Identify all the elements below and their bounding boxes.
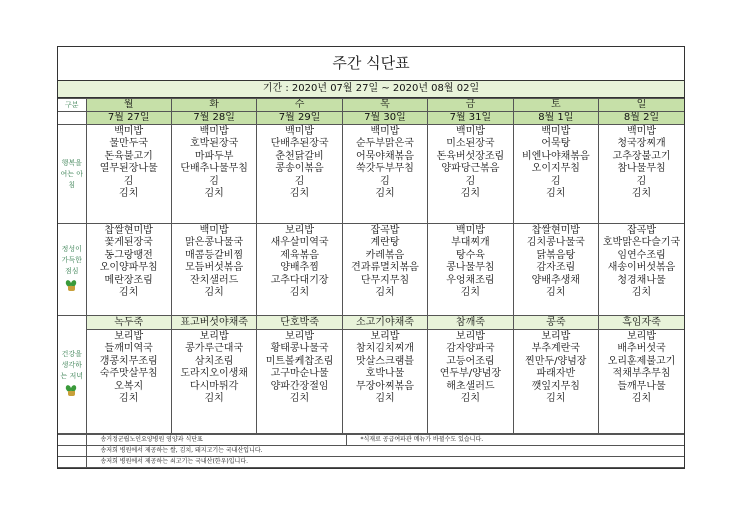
menu-sheet <box>57 46 685 469</box>
date-header-row <box>58 112 684 125</box>
menu-item: 제육볶음 <box>280 249 319 261</box>
menu-item: 김치 <box>289 188 310 200</box>
day-thu: 목 <box>342 99 427 112</box>
date-tue: 7월 28일 <box>171 112 256 125</box>
menu-item: 들깨무나물 <box>617 380 666 392</box>
dinner-menu-thu <box>342 330 427 434</box>
menu-item: 물만두국 <box>109 138 149 150</box>
menu-item: 삼치조림 <box>194 355 234 367</box>
menu-item: 고추장불고기 <box>612 150 671 162</box>
breakfast-menu-thu <box>342 125 427 224</box>
breakfast-row <box>58 125 684 224</box>
menu-item: 김치 <box>119 188 139 200</box>
menu-item: 황태콩나물국 <box>270 343 329 355</box>
dinner-menu-tue <box>171 330 256 434</box>
menu-item: 참나물무침 <box>617 163 666 175</box>
dinner-menu-wed <box>257 330 342 434</box>
porridge-mon: 녹두죽 <box>86 316 171 330</box>
menu-item: 백미밥 <box>541 126 571 137</box>
notes-blank <box>58 435 86 446</box>
menu-item: 찹쌀현미밥 <box>531 225 580 236</box>
dinner-menu-sat <box>513 330 598 434</box>
menu-item: 오이지무침 <box>531 163 580 175</box>
menu-item: 보리밥 <box>199 331 229 342</box>
menu-item: 잔치샐러드 <box>189 274 239 286</box>
date-sun: 8월 2일 <box>599 112 684 125</box>
menu-item: 김 <box>294 175 305 187</box>
dinner-label <box>58 316 86 434</box>
day-mon: 월 <box>86 99 171 112</box>
porridge-tue: 표고버섯야채죽 <box>171 316 256 330</box>
menu-item: 보리밥 <box>370 331 400 342</box>
menu-item: 새송이버섯볶음 <box>607 262 676 274</box>
menu-item: 다시마튀각 <box>189 380 239 392</box>
menu-item: 깻잎지무침 <box>531 380 580 392</box>
menu-item: 백미밥 <box>455 225 485 236</box>
menu-item: 해초샐러드 <box>446 380 495 392</box>
menu-item: 숙주맛살무침 <box>99 368 158 380</box>
menu-item: 잡곡밥 <box>370 225 400 236</box>
menu-item: 청국장찌개 <box>617 138 666 150</box>
porridge-sun: 흑임자죽 <box>599 316 684 330</box>
menu-item: 적채부추무침 <box>612 368 671 380</box>
lunch-menu-sat <box>513 224 598 316</box>
dinner-menu-fri <box>428 330 513 434</box>
menu-item: 단배추된장국 <box>270 138 329 150</box>
day-wed: 수 <box>257 99 342 112</box>
lunch-menu-fri <box>428 224 513 316</box>
breakfast-menu-sat <box>513 125 598 224</box>
menu-item: 닭볶음탕 <box>536 249 576 261</box>
menu-item: 청경채나물 <box>617 274 666 286</box>
menu-item: 김치 <box>289 287 310 299</box>
menu-item: 백미밥 <box>199 225 229 236</box>
menu-item: 돈육버섯장조림 <box>436 150 505 162</box>
menu-item: 메란장조림 <box>104 274 153 286</box>
menu-item: 양배추생채 <box>531 274 580 286</box>
dinner-row <box>58 330 684 434</box>
menu-item: 부대찌개 <box>451 237 490 249</box>
lunch-label-text: 정성이 가득한 점심 <box>61 245 82 275</box>
date-thu: 7월 30일 <box>342 112 427 125</box>
menu-item: 견과류멸치볶음 <box>351 262 419 274</box>
menu-item: 김치콩나물국 <box>526 237 585 249</box>
menu-item: 맑은콩나물국 <box>185 237 244 249</box>
page-title: 주간 식단표 <box>58 47 684 81</box>
menu-item: 고구마순나물 <box>270 368 329 380</box>
menu-item: 감자조림 <box>536 262 576 274</box>
breakfast-menu-sun <box>599 125 684 224</box>
menu-item: 김치 <box>375 287 395 299</box>
menu-item: 김치 <box>631 287 652 299</box>
menu-table <box>58 98 684 434</box>
menu-item: 부추계란국 <box>531 343 580 355</box>
porridge-wed: 단호박죽 <box>257 316 342 330</box>
menu-item: 김치 <box>631 188 652 200</box>
menu-item: 보리밥 <box>285 225 315 236</box>
day-header-row <box>58 99 684 112</box>
menu-item: 양파간장절임 <box>270 380 329 392</box>
menu-item: 호박된장국 <box>189 138 239 150</box>
menu-item: 탕수육 <box>455 249 485 261</box>
date-header-blank <box>58 112 86 125</box>
porridge-fri: 참깨죽 <box>428 316 513 330</box>
day-sun: 일 <box>599 99 684 112</box>
meal-rows <box>58 125 684 434</box>
porridge-sat: 콩죽 <box>513 316 598 330</box>
menu-item: 꽃게된장국 <box>104 237 153 249</box>
menu-item: 도라지오이생채 <box>180 368 248 380</box>
lunch-menu-thu <box>342 224 427 316</box>
breakfast-menu-wed <box>257 125 342 224</box>
menu-item: 마파두부 <box>194 150 234 162</box>
menu-item: 김 <box>209 175 219 187</box>
menu-item: 김치 <box>289 393 310 405</box>
potted-plant-icon <box>66 384 77 396</box>
dinner-label-text: 건강을 생각하는 저녁 <box>60 350 83 380</box>
menu-item: 백미밥 <box>370 126 400 137</box>
menu-item: 카레볶음 <box>365 249 405 261</box>
porridge-row <box>58 316 684 330</box>
menu-item: 무장아찌볶음 <box>355 380 414 392</box>
menu-item: 미소된장국 <box>446 138 495 150</box>
lunch-label <box>58 224 86 316</box>
menu-item: 오복지 <box>114 380 144 392</box>
date-sat: 8월 1일 <box>513 112 598 125</box>
menu-item: 어묵탕 <box>541 138 571 150</box>
menu-item: 백미밥 <box>455 126 485 137</box>
menu-item: 양배추찜 <box>280 262 319 274</box>
menu-item: 임연수조림 <box>617 249 666 261</box>
menu-item: 돈육불고기 <box>104 150 153 162</box>
menu-item: 김치 <box>204 188 224 200</box>
menu-item: 열무된장나물 <box>99 163 158 175</box>
breakfast-label <box>58 125 86 224</box>
date-mon: 7월 27일 <box>86 112 171 125</box>
menu-item: 김치 <box>460 393 481 405</box>
porridge-thu: 소고기야채죽 <box>342 316 427 330</box>
menu-item: 찐만두/양념장 <box>525 355 587 367</box>
menu-item: 보리밥 <box>114 331 144 342</box>
menu-item: 보리밥 <box>627 331 656 342</box>
menu-item: 갱콩치무조림 <box>99 355 158 367</box>
menu-item: 참치김치찌개 <box>355 343 414 355</box>
menu-item: 김 <box>465 175 476 187</box>
menu-item: 춘천닭갈비 <box>275 150 324 162</box>
category-header: 구분 <box>58 99 86 112</box>
menu-item: 들깨미역국 <box>104 343 153 355</box>
breakfast-menu-tue <box>171 125 256 224</box>
menu-item: 쑥갓두부무침 <box>355 163 414 175</box>
menu-item: 계란탕 <box>370 237 400 249</box>
menu-item: 찹쌀현미밥 <box>104 225 153 236</box>
menu-item: 보리밥 <box>285 331 315 342</box>
menu-item: 매콤등갈비찜 <box>185 249 244 261</box>
note-origin-beef: 송저희 병원에서 제공하는 쇠고기는 국내산(한우)입니다. <box>86 457 684 468</box>
menu-item: 김치 <box>119 287 139 299</box>
menu-item: 김치 <box>460 287 481 299</box>
menu-item: 김 <box>550 175 561 187</box>
menu-item: 미트볼케찹조림 <box>265 355 334 367</box>
lunch-row <box>58 224 684 316</box>
menu-item: 모듬버섯볶음 <box>185 262 244 274</box>
menu-item: 단배추나물무침 <box>180 163 248 175</box>
breakfast-menu-fri <box>428 125 513 224</box>
menu-item: 잡곡밥 <box>627 225 656 236</box>
menu-item: 호박맑은다슬기국 <box>602 237 681 249</box>
potted-plant-icon <box>66 279 77 291</box>
lunch-menu-tue <box>171 224 256 316</box>
menu-item: 오리훈제불고기 <box>607 355 676 367</box>
menu-item: 비엔나야채볶음 <box>522 150 590 162</box>
notes-table <box>58 434 684 468</box>
period-range: 기간 : 2020년 07월 27일 ~ 2020년 08월 02일 <box>58 81 684 98</box>
menu-item: 콩나물무침 <box>446 262 495 274</box>
date-fri: 7월 31일 <box>428 112 513 125</box>
dinner-menu-mon <box>86 330 171 434</box>
menu-item: 김치 <box>204 393 224 405</box>
menu-item: 김치 <box>546 393 566 405</box>
day-sat: 토 <box>513 99 598 112</box>
note-menu-change: *식재료 공급여파관 메뉴가 바뀔수도 있습니다. <box>346 435 684 446</box>
menu-item: 연두부/양념장 <box>439 368 502 380</box>
menu-item: 김치 <box>460 188 481 200</box>
menu-item: 김 <box>380 175 390 187</box>
breakfast-label-text: 행복을 여는 아침 <box>60 158 83 189</box>
menu-item: 보리밥 <box>455 331 485 342</box>
note-origin-rice: 송저희 병원에서 제공하는 쌀, 김치, 돼지고기는 국내산입니다. <box>86 446 684 457</box>
menu-item: 호박나물 <box>365 368 405 380</box>
menu-item: 어묵야채볶음 <box>355 150 414 162</box>
menu-item: 보리밥 <box>541 331 571 342</box>
menu-item: 콩송이볶음 <box>275 163 324 175</box>
menu-item: 김치 <box>375 188 395 200</box>
menu-item: 양파당근볶음 <box>441 163 500 175</box>
lunch-menu-sun <box>599 224 684 316</box>
breakfast-menu-mon <box>86 125 171 224</box>
menu-item: 고등어조림 <box>446 355 495 367</box>
dinner-menu-sun <box>599 330 684 434</box>
menu-item: 백미밥 <box>114 126 144 137</box>
menu-item: 김치 <box>119 393 139 405</box>
menu-item: 김치 <box>375 393 395 405</box>
menu-item: 감자양파국 <box>446 343 495 355</box>
menu-item: 배추버섯국 <box>617 343 666 355</box>
note-hospital: 송거정군립노인요양병원 영양과 식단표 <box>86 435 346 446</box>
menu-item: 백미밥 <box>285 126 315 137</box>
lunch-menu-wed <box>257 224 342 316</box>
menu-item: 콩가루근대국 <box>185 343 244 355</box>
menu-item: 새우살미역국 <box>270 237 329 249</box>
day-tue: 화 <box>171 99 256 112</box>
menu-item: 단무지무침 <box>360 274 410 286</box>
menu-item: 김치 <box>546 188 566 200</box>
menu-item: 고추다대기장 <box>270 274 329 286</box>
menu-item: 백미밥 <box>199 126 229 137</box>
menu-item: 오이양파무침 <box>99 262 158 274</box>
menu-item: 파래자반 <box>536 368 576 380</box>
menu-item: 백미밥 <box>627 126 656 137</box>
menu-item: 김 <box>636 175 647 187</box>
lunch-menu-mon <box>86 224 171 316</box>
menu-item: 맛살스크램블 <box>355 355 414 367</box>
menu-item: 김 <box>123 175 134 187</box>
day-fri: 금 <box>428 99 513 112</box>
menu-item: 우엉채조림 <box>446 274 495 286</box>
menu-item: 김치 <box>546 287 566 299</box>
menu-item: 순두부맑은국 <box>355 138 414 150</box>
date-wed: 7월 29일 <box>257 112 342 125</box>
menu-item: 김치 <box>204 287 224 299</box>
menu-item: 김치 <box>631 393 652 405</box>
menu-item: 동그랑땡전 <box>104 249 153 261</box>
